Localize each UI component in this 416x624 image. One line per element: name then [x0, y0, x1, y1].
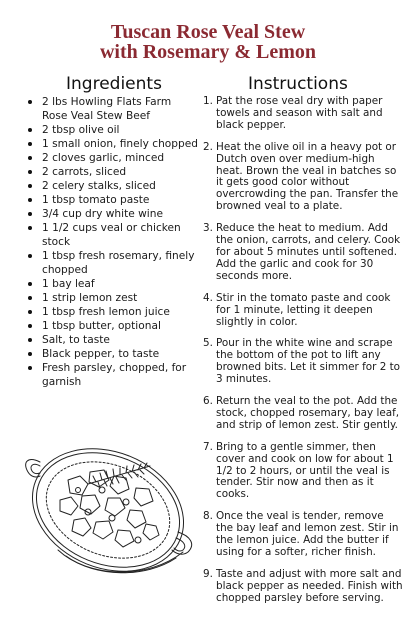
step-number: 1. — [203, 95, 213, 107]
ingredient-item: Salt, to taste — [20, 333, 198, 347]
step-number: 9. — [203, 567, 213, 580]
ingredients-heading: Ingredients — [66, 74, 162, 94]
step-text: Taste and adjust with more salt and black pepper as needed. Finish with chopped parsley before serving. — [216, 567, 403, 604]
ingredient-item: Fresh parsley, chopped, for garnish — [20, 361, 198, 389]
instructions-heading: Instructions — [248, 74, 348, 94]
ingredient-item: 3/4 cup dry white wine — [20, 207, 198, 221]
step-text: Return the veal to the pot. Add the stock, chopped rosemary, bay leaf, and strip of lemon zest. Stir gently. — [216, 395, 400, 431]
step-text: Heat the olive oil in a heavy pot or Dutch oven over medium-high heat. Brown the veal in batches so it gets good color without overcrowding the pan. Transfer the browned veal to a plate. — [216, 140, 399, 213]
ingredient-item: Black pepper, to taste — [20, 347, 198, 361]
instruction-step — [203, 293, 403, 329]
instruction-step — [203, 396, 403, 432]
ingredient-item: 2 cloves garlic, minced — [20, 151, 198, 165]
step-number: 6. — [203, 395, 213, 408]
ingredient-item: 1 1/2 cups veal or chicken stock — [20, 221, 198, 249]
step-number: 2. — [203, 140, 213, 153]
step-text: Once the veal is tender, remove the bay leaf and lemon zest. Stir in the lemon juice. Add the butter if using for a softer, richer finish. — [216, 510, 399, 558]
instruction-step — [203, 223, 403, 283]
step-text: Bring to a gentle simmer, then cover and cook on low for about 1 1/2 to 2 hours, or until the veal is tender. Stir now and then as it cooks. — [216, 440, 394, 501]
step-number: 5. — [203, 337, 213, 350]
ingredient-item: 2 lbs Howling Flats Farm Rose Veal Stew Beef — [20, 95, 198, 123]
step-text: Reduce the heat to medium. Add the onion, carrots, and celery. Cook for about 5 minutes until softened. Add the garlic and cook for 30 seconds more. — [216, 222, 401, 282]
ingredient-item: 2 celery stalks, sliced — [20, 179, 198, 193]
instruction-step — [203, 569, 403, 605]
step-text: Stir in the tomato paste and cook for 1 minute, letting it deepen slightly in color. — [216, 291, 391, 328]
ingredient-item: 1 small onion, finely chopped — [20, 137, 198, 151]
stew-pot-icon — [18, 432, 200, 582]
instruction-step — [203, 96, 403, 132]
ingredient-item: 1 strip lemon zest — [20, 291, 198, 305]
step-number: 7. — [203, 440, 213, 453]
step-number: 3. — [203, 222, 213, 235]
instruction-step — [203, 442, 403, 502]
ingredients-list — [20, 95, 198, 389]
recipe-title-line-1: Tuscan Rose Veal Stew — [110, 21, 306, 43]
step-number: 4. — [203, 291, 213, 304]
ingredient-item: 1 tbsp butter, optional — [20, 319, 198, 333]
ingredient-item: 1 tbsp fresh rosemary, finely chopped — [20, 249, 198, 277]
instructions-list — [203, 96, 403, 615]
recipe-title-line-2: with Rosemary & Lemon — [99, 41, 317, 63]
ingredient-item: 1 tbsp tomato paste — [20, 193, 198, 207]
step-number: 8. — [203, 510, 213, 523]
ingredient-item: 2 tbsp olive oil — [20, 123, 198, 137]
ingredient-item: 2 carrots, sliced — [20, 165, 198, 179]
step-text: Pour in the white wine and scrape the bottom of the pot to lift any browned bits. Let it simmer for 2 to 3 minutes. — [216, 337, 401, 386]
instruction-step — [203, 142, 403, 213]
instruction-step — [203, 511, 403, 559]
ingredient-item: 1 bay leaf — [20, 277, 198, 291]
instruction-step — [203, 338, 403, 386]
ingredient-item: 1 tbsp fresh lemon juice — [20, 305, 198, 319]
step-text: Pat the rose veal dry with paper towels and season with salt and black pepper. — [216, 95, 383, 131]
